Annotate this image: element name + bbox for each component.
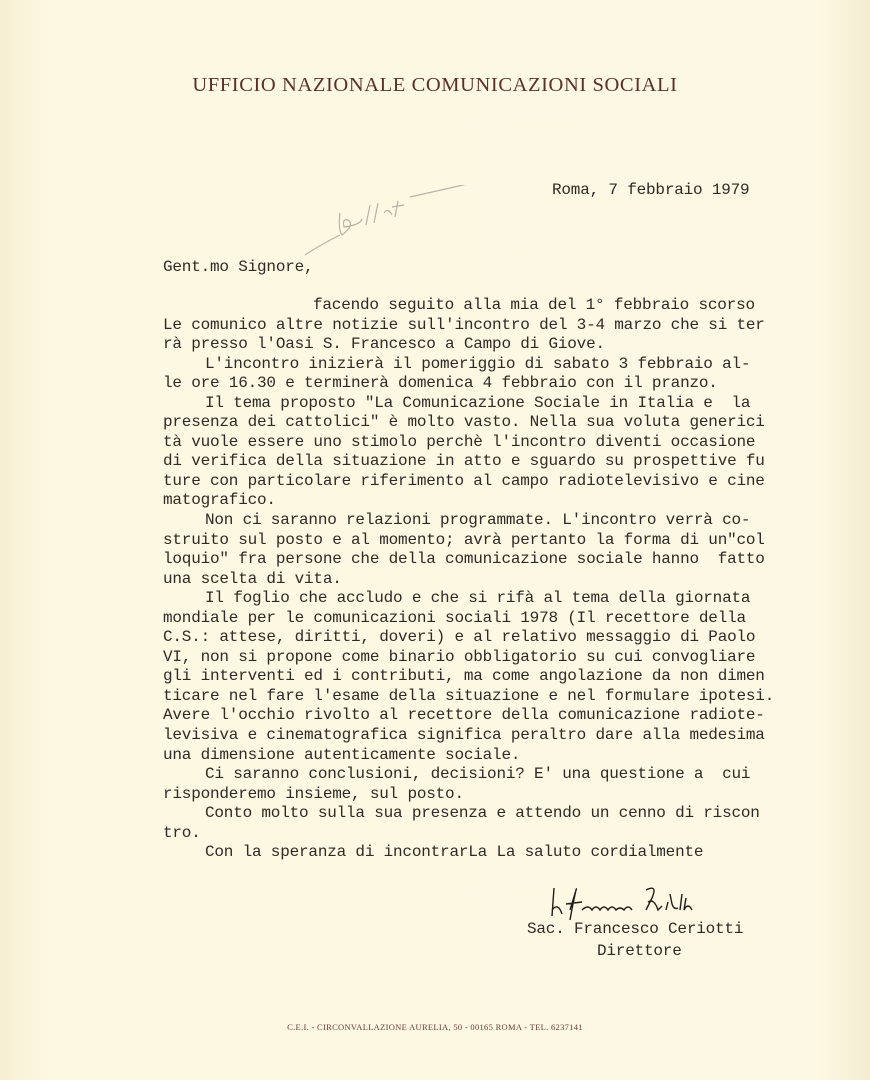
body-line: Il foglio che accludo e che si rifà al tema della giornata (205, 589, 751, 608)
signer-name: Sac. Francesco Ceriotti (527, 920, 744, 938)
body-line: mondiale per le comunicazioni sociali 1978 (Il recettore della (163, 608, 746, 627)
body-line: ture con particolare riferimento al campo radiotelevisivo e cine (163, 471, 765, 490)
body-line: di verifica della situazione in atto e sguardo su prospettive fu (163, 452, 765, 471)
pencil-annotation (300, 185, 480, 265)
body-line: Ci saranno conclusioni, decisioni? E' una questione a cui (205, 765, 751, 784)
body-line: ticare nel fare l'esame della situazione e nel formulare ipotesi. (163, 686, 775, 705)
body-line: Non ci saranno relazioni programmate. L'incontro verrà co- (205, 511, 751, 530)
body-line: facendo seguito alla mia del 1° febbraio scorso (313, 296, 755, 314)
body-line: Avere l'occhio rivolto al recettore della comunicazione radiote- (163, 706, 765, 725)
body-line: VI, non si propone come binario obbligatorio su cui convogliare (163, 647, 756, 666)
footer-address: C.E.I. - CIRCONVALLAZIONE AURELIA, 50 - 00165 ROMA - TEL. 6237141 (287, 1022, 583, 1032)
body-line: Il tema proposto "La Comunicazione Sociale in Italia e la (205, 393, 751, 412)
body-line: una dimensione autenticamente sociale. (163, 745, 521, 764)
body-line: levisiva e cinematografica significa peraltro dare alla medesima (163, 726, 765, 745)
signer-title: Direttore (597, 942, 682, 960)
body-line: gli interventi ed i contributi, ma come angolazione da non dimen (163, 667, 765, 686)
body-line: struito sul posto e al momento; avrà pertanto la forma di un"col (163, 530, 765, 549)
body-line: Le comunico altre notizie sull'incontro del 3-4 marzo che si ter (163, 315, 765, 334)
body-line: tà vuole essere uno stimolo perchè l'incontro diventi occasione (163, 432, 756, 451)
body-line: loquio" fra persone che della comunicazione sociale hanno fatto (163, 550, 765, 569)
body-line: matografico. (163, 491, 276, 510)
body-line: rà presso l'Oasi S. Francesco a Campo di Giove. (163, 335, 605, 354)
body-line: Conto molto sulla sua presenza e attendo un cenno di riscon (205, 804, 760, 823)
salutation: Gent.mo Signore, (163, 258, 314, 276)
letterhead: UFFICIO NAZIONALE COMUNICAZIONI SOCIALI (192, 74, 678, 96)
letter-date: Roma, 7 febbraio 1979 (552, 181, 750, 199)
body-line: L'incontro inizierà il pomeriggio di sabato 3 febbraio al- (205, 354, 751, 373)
body-line: una scelta di vita. (163, 569, 342, 588)
body-line: presenza dei cattolici" è molto vasto. Nella sua voluta generici (163, 413, 765, 432)
body-line: risponderemo insieme, sul posto. (163, 784, 464, 803)
body-line: Con la speranza di incontrarLa La saluto cordialmente (205, 843, 704, 862)
body-line: le ore 16.30 e terminerà domenica 4 febbraio con il pranzo. (163, 374, 718, 393)
letter-body (163, 296, 774, 863)
body-line: C.S.: attese, diritti, doveri) e al relativo messaggio di Paolo (163, 628, 756, 647)
body-line: tro. (163, 823, 201, 842)
